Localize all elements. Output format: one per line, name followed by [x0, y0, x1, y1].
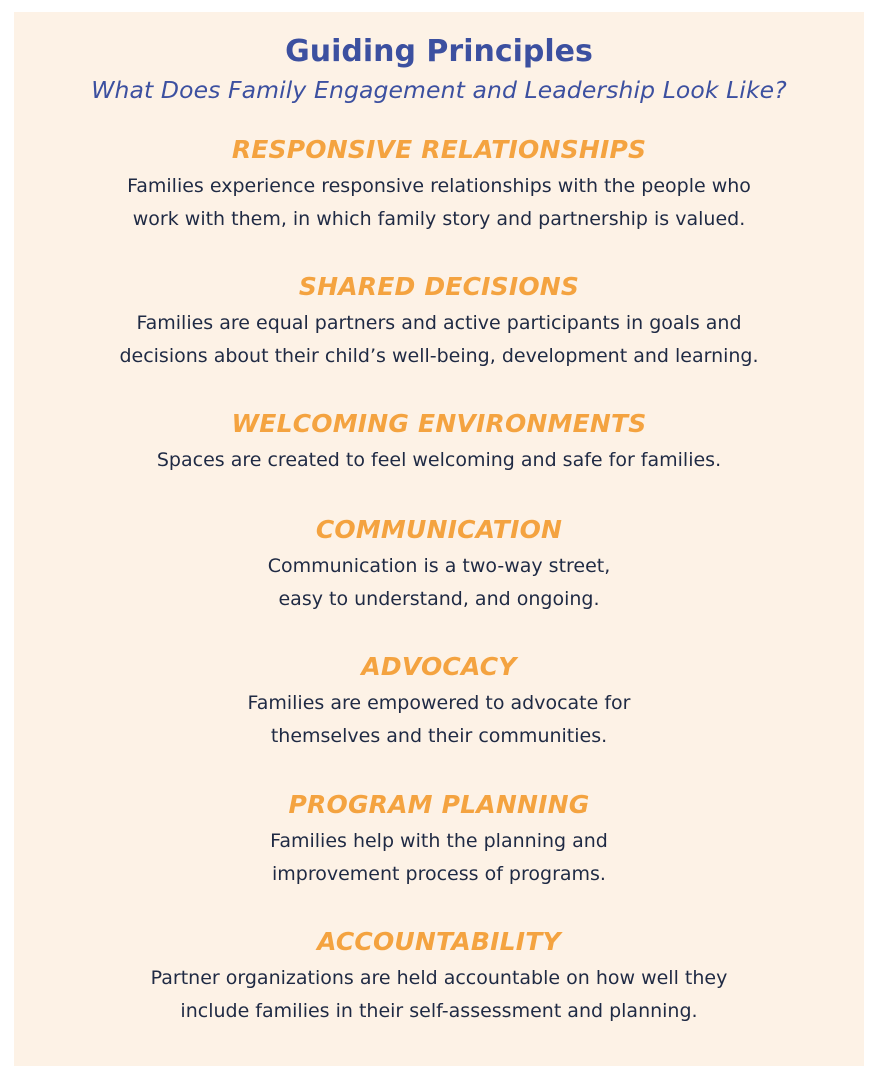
principle-communication [14, 514, 864, 615]
principle-heading: WELCOMING ENVIRONMENTS [231, 409, 647, 438]
principle-description: Communication is a two-way street, easy to understand, and ongoing. [267, 555, 611, 610]
page-subtitle: What Does Family Engagement and Leadership Look Like? [91, 76, 787, 104]
principle-responsive-relationships [14, 134, 864, 235]
principle-heading: ACCOUNTABILITY [317, 927, 561, 956]
principle-program-planning [14, 789, 864, 890]
principle-advocacy [14, 651, 864, 752]
principle-heading: SHARED DECISIONS [298, 272, 580, 301]
principle-description: Families are equal partners and active participants in goals and decisions about their child’s well-being, development and learning. [119, 312, 759, 367]
principle-accountability [14, 926, 864, 1027]
principle-description: Partner organizations are held accountable on how well they include families in their self-assessment and planning. [150, 967, 728, 1022]
principle-welcoming-environments [14, 408, 864, 477]
page-title: Guiding Principles [285, 34, 593, 69]
principle-description: Spaces are created to feel welcoming and safe for families. [156, 449, 722, 471]
guiding-principles-panel [14, 12, 864, 1066]
principle-description: Families experience responsive relationships with the people who work with them, in which family story and partnership is valued. [127, 175, 751, 230]
principle-heading: RESPONSIVE RELATIONSHIPS [231, 135, 647, 164]
principle-heading: COMMUNICATION [315, 515, 563, 544]
principle-description: Families are empowered to advocate for themselves and their communities. [247, 692, 631, 747]
principle-shared-decisions [14, 271, 864, 372]
principle-heading: ADVOCACY [361, 652, 517, 681]
principle-heading: PROGRAM PLANNING [288, 790, 590, 819]
principle-description: Families help with the planning and improvement process of programs. [270, 830, 608, 885]
